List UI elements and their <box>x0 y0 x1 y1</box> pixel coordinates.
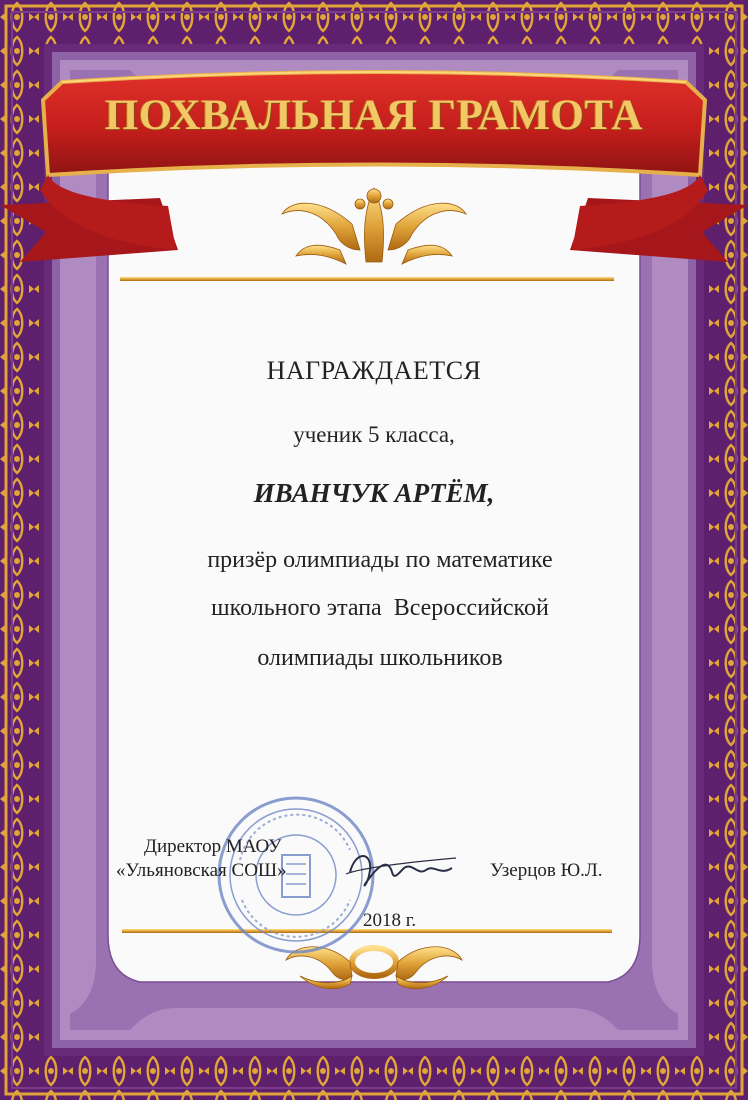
reason-line-1: призёр олимпиады по математике <box>207 547 553 573</box>
awarded-heading: НАГРАЖДАЕТСЯ <box>266 356 482 385</box>
issue-year: 2018 г. <box>363 910 417 931</box>
certificate-title: ПОХВАЛЬНАЯ ГРАМОТА <box>104 92 644 139</box>
reason-line-2: школьного этапа Всероссийской <box>211 595 549 621</box>
student-name: ИВАНЧУК АРТЁМ, <box>253 478 495 508</box>
director-title-line-1: Директор МАОУ <box>144 836 282 857</box>
student-grade: ученик 5 класса, <box>293 422 455 447</box>
director-title-line-2: «Ульяновская СОШ» <box>116 860 287 881</box>
reason-line-3: олимпиады школьников <box>257 645 503 671</box>
signatory-name: Узерцов Ю.Л. <box>490 860 603 881</box>
